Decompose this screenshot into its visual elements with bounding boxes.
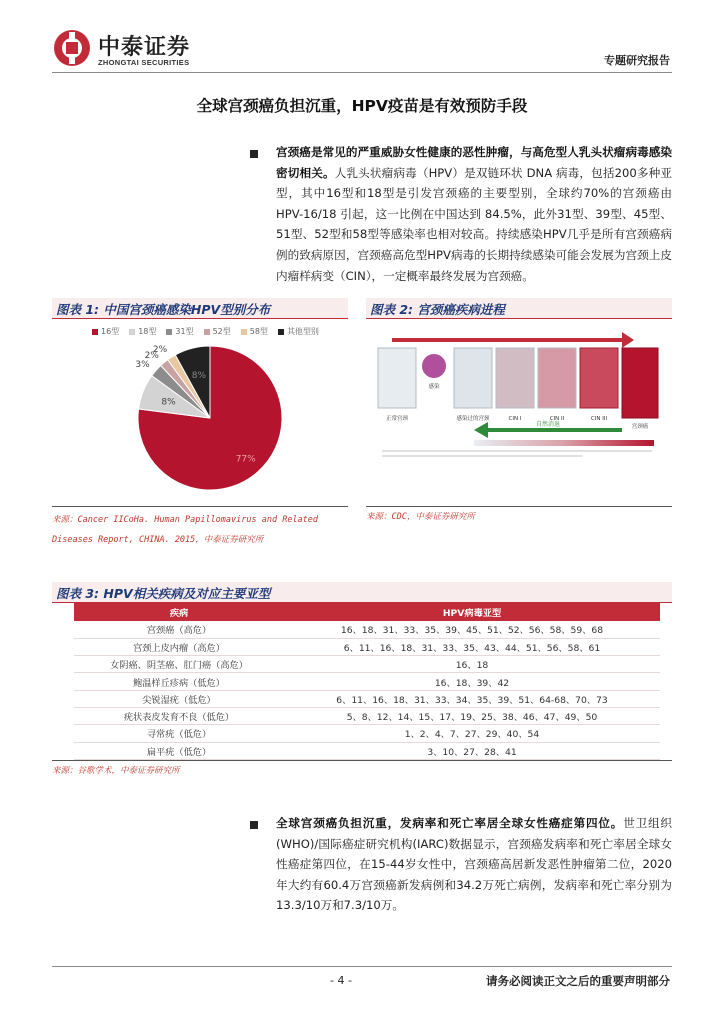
legend-swatch	[92, 329, 98, 335]
tissue-block	[454, 348, 492, 408]
table-header-row	[74, 603, 660, 621]
footer-divider	[52, 966, 672, 967]
pie-slice-label: 8%	[191, 370, 207, 381]
table-row	[74, 673, 660, 690]
table-cell: 尖锐湿疣（低危）	[74, 690, 284, 707]
figure-2-source: 来源：CDC，中泰证券研究所	[366, 512, 475, 522]
pie-slice-label: 3%	[135, 359, 150, 370]
table-row	[74, 707, 660, 724]
pie-slice-label: 2%	[152, 344, 168, 355]
table-cell: 16、18、39、42	[284, 673, 660, 690]
figure-1-title: 图表 1: 中国宫颈癌感染HPV型别分布	[56, 302, 271, 317]
legend-item	[204, 326, 231, 337]
legend-label: 31型	[175, 327, 194, 336]
figure-3-source: 来源：谷歌学术，中泰证券研究所	[52, 766, 180, 776]
figure-2-title-bar	[366, 298, 672, 319]
hpv-subtype-table	[74, 603, 660, 760]
logo-mark-icon	[52, 28, 92, 68]
paragraph-1-body: 人乳头状瘤病毒（HPV）是双链环状 DNA 病毒，包括200多种亚型，其中16型和18型是引发宫颈癌的主要型别，全球约70%的宫颈癌由 HPV-16/18 引起，这一比例在中国达到 84.5%，此外31型、39型、45型、51型、52型和58型等感染率也相对较高。持续感染HPV几乎是所有宫颈癌病例的致病原因，宫颈癌高危型HPV病毒的长期持续感染可能会发展为宫颈上皮内瘤样病变（CIN），一定概率最终发展为宫颈癌。	[276, 165, 672, 283]
table-cell: 5、8、12、14、15、17、19、25、38、46、47、49、50	[284, 707, 660, 724]
legend-item	[129, 326, 156, 337]
stage-label: 感染过的宫颈	[456, 416, 490, 422]
table-row	[74, 690, 660, 707]
timeline-bar	[474, 440, 654, 446]
table-cell: 寻常疣（低危）	[74, 725, 284, 742]
page-number: - 4 -	[330, 974, 352, 987]
table-cell: 6、11、16、18、31、33、34、35、39、51、64-68、70、73	[284, 690, 660, 707]
stage-label: 正常宫颈	[385, 416, 409, 422]
legend-item	[92, 326, 119, 337]
bullet-marker	[250, 150, 258, 158]
legend-item	[278, 326, 319, 337]
pie-chart-container	[80, 340, 340, 490]
table-cell: 鲍温样丘疹病（低危）	[74, 673, 284, 690]
pie-slice-label: 8%	[161, 397, 176, 408]
progression-illustration	[372, 324, 664, 504]
tissue-block	[496, 348, 534, 408]
legend-label: 16型	[101, 327, 120, 336]
tissue-block	[538, 348, 576, 408]
pie-slice-label: 77%	[235, 454, 256, 465]
arrow-top-label: 持续感染	[509, 330, 535, 337]
table-row	[74, 638, 660, 655]
table-cell: 宫颈上皮内瘤（高危）	[74, 638, 284, 655]
figure-1-source-divider	[52, 506, 348, 507]
legend-label: 58型	[249, 327, 268, 336]
logo-text-en: ZHONGTAI SECURITIES	[98, 58, 190, 67]
stage-label: CIN I	[508, 416, 522, 422]
table-cell: 宫颈癌（高危）	[74, 621, 284, 638]
legend-item	[166, 326, 193, 337]
table-cell: 16、18、31、33、35、39、45、51、52、56、58、59、68	[284, 621, 660, 638]
figure-1-source: 来源：Cancer IICoHa. Human Papillomavirus and Related Diseases Report, CHINA. 2015，中泰证券研究所	[52, 515, 319, 545]
disease-progression-diagram	[372, 324, 664, 504]
logo-text-cn: 中泰证券	[98, 35, 191, 60]
paragraph-2-body: 世卫组织(WHO)/国际癌症研究机构(IARC)数据显示，宫颈癌发病率和死亡率居全球女性癌症第四位，在15-44岁女性中，宫颈癌高居新发恶性肿瘤第二位，2020年大约有60.4万宫颈癌新发病例和34.2万死亡病例，发病率和死亡率分别为13.3/10万和7.3/10万。	[276, 816, 672, 913]
stage-label: CIN III	[590, 416, 608, 422]
company-logo	[52, 28, 222, 72]
paragraph-2-lead: 全球宫颈癌负担沉重，发病率和死亡率居全球女性癌症第四位。	[276, 816, 624, 830]
figure-1-title-bar	[52, 298, 348, 319]
legend-label: 其他型别	[286, 327, 319, 336]
legend-swatch	[129, 329, 135, 335]
legend-label: 52型	[212, 327, 231, 336]
pie-chart	[80, 340, 340, 490]
legend-swatch	[241, 329, 247, 335]
paragraph-1-lead: 宫颈癌是常见的严重威胁女性健康的恶性肿瘤，与高危型人乳头状瘤病毒感染密切相关。	[276, 145, 672, 180]
table-cell: 1、2、4、7、27、29、40、54	[284, 725, 660, 742]
bullet-marker	[250, 821, 258, 829]
table-row	[74, 725, 660, 742]
tissue-block	[580, 348, 618, 408]
report-type-label: 专题研究报告	[604, 54, 670, 67]
legend-swatch	[278, 329, 284, 335]
caption-placeholder	[382, 450, 652, 452]
arrow-bottom-label: 自然消退	[535, 421, 561, 428]
table-cell: 疣状表皮发育不良（低危）	[74, 707, 284, 724]
figure-3-title-bar	[52, 582, 672, 603]
caption-placeholder	[382, 455, 582, 457]
table-header-disease: 疾病	[74, 603, 284, 621]
table-cell: 16、18	[284, 656, 660, 673]
legend-swatch	[204, 329, 210, 335]
stage-label: 感染	[428, 384, 440, 390]
table-cell: 6、11、16、18、31、33、35、43、44、51、56、58、61	[284, 638, 660, 655]
table-header-subtype: HPV病毒亚型	[284, 603, 660, 621]
tissue-block	[622, 348, 658, 418]
tissue-block	[378, 348, 416, 408]
table-cell: 扁平疣（低危）	[74, 742, 284, 759]
virus-icon	[422, 354, 446, 378]
figure-1-legend	[92, 326, 319, 337]
stage-label: 宫颈癌	[631, 424, 649, 430]
paragraph-2	[276, 813, 672, 916]
table-row	[74, 656, 660, 673]
footer-disclaimer: 请务必阅读正文之后的重要声明部分	[486, 974, 670, 988]
figure-2-source-divider	[366, 506, 672, 507]
legend-swatch	[166, 329, 172, 335]
table-row	[74, 621, 660, 638]
figure-3-title: 图表 3: HPV相关疾病及对应主要亚型	[56, 586, 271, 601]
pie-slice-label: 2%	[144, 350, 159, 361]
legend-item	[241, 326, 268, 337]
legend-label: 18型	[138, 327, 157, 336]
paragraph-1	[276, 142, 672, 286]
header-divider	[52, 72, 672, 73]
stage-label: CIN II	[549, 416, 565, 422]
table-cell: 3、10、27、28、41	[284, 742, 660, 759]
section-title: 全球宫颈癌负担沉重，HPV疫苗是有效预防手段	[196, 97, 528, 115]
figure-3-source-divider	[52, 760, 672, 761]
table-cell: 女阴癌、阴茎癌、肛门癌（高危）	[74, 656, 284, 673]
table-row	[74, 742, 660, 759]
page-header	[0, 0, 724, 80]
figure-2-title: 图表 2: 宫颈癌疾病进程	[370, 302, 505, 317]
